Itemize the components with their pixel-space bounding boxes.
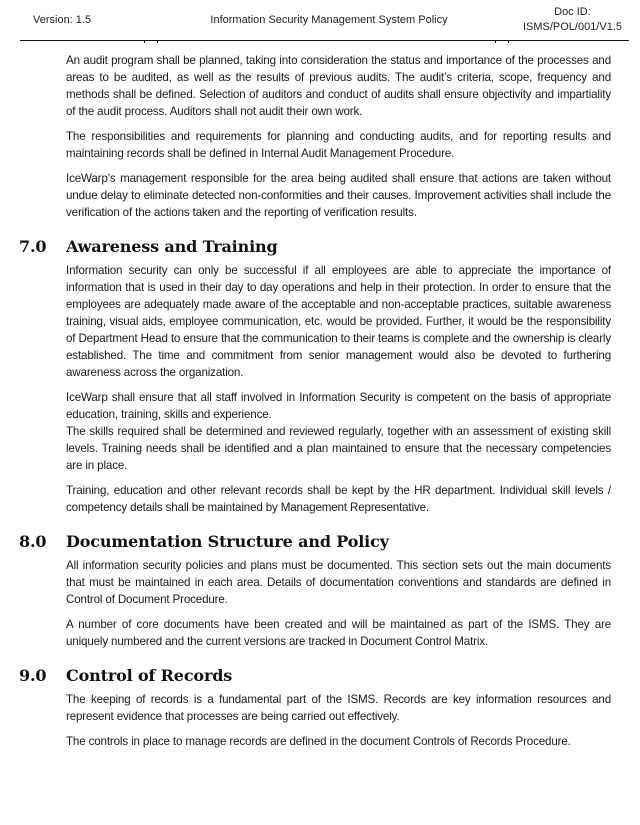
paragraph: Information security can only be successful if all employees are able to appreciate the importance of information that is used in their day to day operations and help in their protection. In order to ensure that the employees are adequately made aware of the acceptable and non-acceptable practices, suitable awareness training, visual aids, employee communication, etc. would be provided. Further, it would be the responsibility of Department Head to ensure that the communication to their teams is complete and the ownership is clearly established. The time and commitment from senior management would also be devoted to furthering awareness across the organization. [66, 264, 611, 379]
header-cell-divider [144, 40, 145, 43]
section-title: Control of Records [66, 666, 233, 685]
paragraph: A number of core documents have been created and will be maintained as part of the ISMS. They are uniquely numbered and the current versions are tracked in Document Control Matrix. [66, 618, 611, 648]
section-title: Awareness and Training [66, 237, 278, 256]
section-documentation-structure [19, 531, 611, 650]
paragraph: The responsibilities and requirements for planning and conducting audits, and for reporting results and maintaining records shall be defined in Internal Audit Management Procedure. [66, 130, 611, 160]
section-heading [19, 236, 611, 258]
version-label: Version: 1.5 [33, 14, 92, 26]
paragraph: IceWarp shall ensure that all staff involved in Information Security is competent on the basis of appropriate education, training, skills and experience. [66, 391, 611, 421]
paragraph: The skills required shall be determined and reviewed regularly, together with an assessment of existing skill levels. Training needs shall be identified and a plan maintained to ensure that the necessary competencies are in place. [66, 425, 611, 472]
paragraph: Training, education and other relevant records shall be kept by the HR department. Individual skill levels / competency details shall be maintained by Management Representative. [66, 484, 611, 514]
header-cell-divider [157, 40, 158, 43]
header-rule [20, 40, 629, 41]
doc-id-value: ISMS/POL/001/V1.5 [522, 21, 622, 33]
intro-section [66, 52, 611, 221]
section-number: 9.0 [19, 666, 47, 685]
paragraph: The controls in place to manage records are defined in the document Controls of Records Procedure. [66, 735, 571, 748]
section-number: 8.0 [19, 532, 47, 551]
paragraph: All information security policies and plans must be documented. This section sets out the main documents that must be maintained in each area. Details of documentation conventions and standards are defined in Control of Document Procedure. [66, 559, 611, 606]
document-title: Information Security Management System Policy [210, 14, 448, 26]
section-heading [19, 531, 611, 553]
header-cell-divider [495, 40, 496, 43]
section-number: 7.0 [19, 237, 47, 256]
page-header [0, 0, 640, 42]
document-body [19, 52, 611, 758]
paragraph: An audit program shall be planned, taking into consideration the status and importance of the processes and areas to be audited, as well as the results of previous audits. The audit’s criteria, scope, frequency and methods shall be defined. Selection of auditors and conduct of audits shall ensure objectivity and impartiality of the audit process. Auditors shall not audit their own work. [66, 54, 611, 118]
section-awareness-training [19, 236, 611, 516]
section-control-of-records [19, 665, 611, 750]
doc-id-label: Doc ID: [554, 6, 591, 18]
section-title: Documentation Structure and Policy [66, 532, 389, 551]
paragraph: IceWarp’s management responsible for the area being audited shall ensure that actions are taken without undue delay to eliminate detected non-conformities and their causes. Improvement activities shall include the verification of the actions taken and the reporting of verification results. [66, 172, 611, 219]
doc-id-block [523, 5, 622, 35]
section-heading [19, 665, 611, 687]
paragraph: The keeping of records is a fundamental part of the ISMS. Records are key information resources and represent evidence that processes are being carried out effectively. [66, 693, 611, 723]
header-cell-divider [508, 40, 509, 43]
